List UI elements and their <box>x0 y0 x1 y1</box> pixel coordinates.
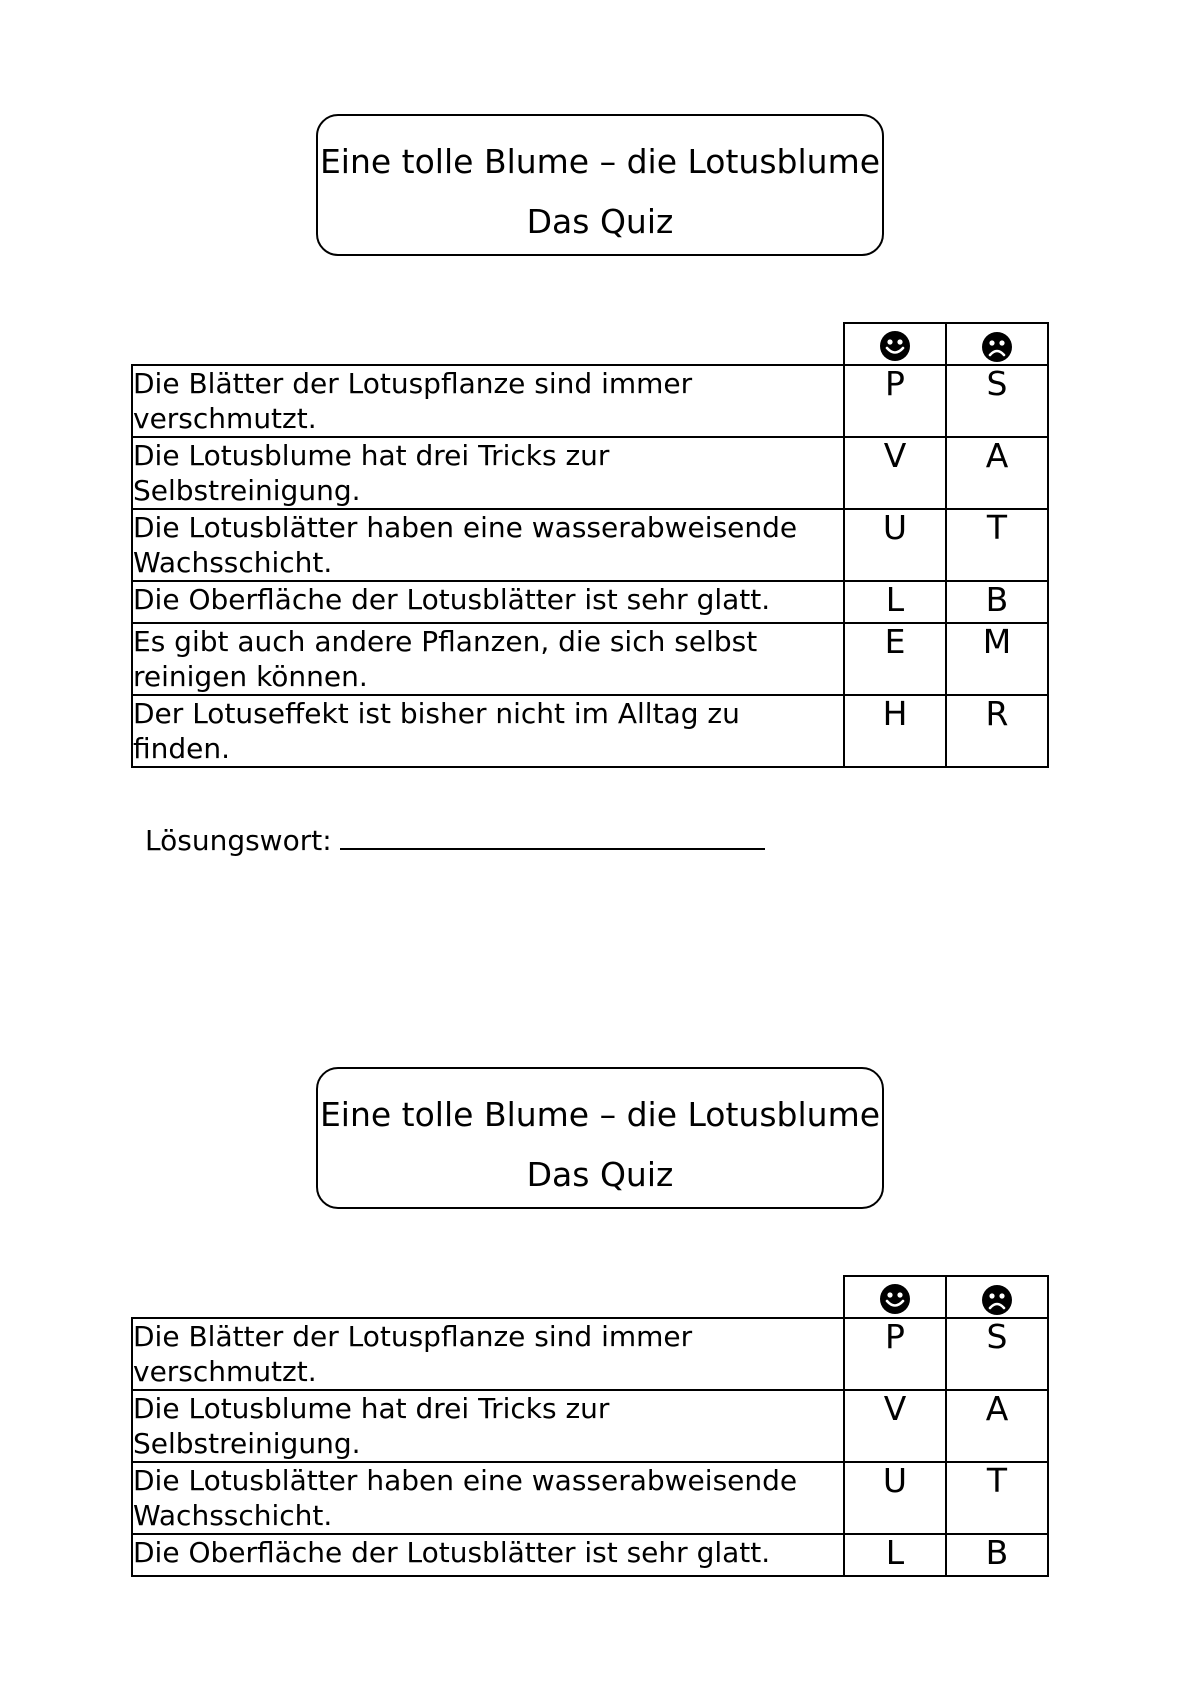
statement-cell: Die Blätter der Lotuspflanze sind immer verschmutzt. <box>132 365 844 437</box>
wrong-column-header <box>946 1276 1048 1318</box>
smiley-face-icon <box>879 330 911 362</box>
page-title: Eine tolle Blume – die Lotusblume <box>319 142 881 181</box>
table-row <box>132 1534 1048 1576</box>
table-row <box>132 1390 1048 1462</box>
table-row <box>132 623 1048 695</box>
page-subtitle: Das Quiz <box>526 1155 674 1194</box>
table-row <box>132 509 1048 581</box>
table-row <box>132 365 1048 437</box>
false-letter-cell: S <box>946 365 1048 437</box>
table-row <box>132 1318 1048 1390</box>
correct-column-header <box>844 323 946 365</box>
true-letter-cell: H <box>844 695 946 767</box>
false-letter-cell: M <box>946 623 1048 695</box>
false-letter-cell: B <box>946 1534 1048 1576</box>
true-letter-cell: L <box>844 1534 946 1576</box>
wrong-column-header <box>946 323 1048 365</box>
false-letter-cell: T <box>946 1462 1048 1534</box>
statement-cell: Die Blätter der Lotuspflanze sind immer verschmutzt. <box>132 1318 844 1390</box>
statement-cell: Die Oberfläche der Lotusblätter ist sehr glatt. <box>132 581 844 623</box>
correct-column-header <box>844 1276 946 1318</box>
page-title: Eine tolle Blume – die Lotusblume <box>319 1095 881 1134</box>
true-letter-cell: P <box>844 365 946 437</box>
false-letter-cell: A <box>946 437 1048 509</box>
true-letter-cell: U <box>844 509 946 581</box>
smiley-face-icon <box>879 1283 911 1315</box>
statement-cell: Der Lotuseffekt ist bisher nicht im Alltag zu finden. <box>132 695 844 767</box>
table-row <box>132 695 1048 767</box>
true-letter-cell: U <box>844 1462 946 1534</box>
true-letter-cell: V <box>844 1390 946 1462</box>
quiz-header-row <box>132 1276 1048 1318</box>
false-letter-cell: R <box>946 695 1048 767</box>
true-letter-cell: L <box>844 581 946 623</box>
false-letter-cell: A <box>946 1390 1048 1462</box>
table-row <box>132 581 1048 623</box>
quiz-table <box>131 322 1049 768</box>
false-letter-cell: T <box>946 509 1048 581</box>
statement-cell: Die Oberfläche der Lotusblätter ist sehr glatt. <box>132 1534 844 1576</box>
table-row <box>132 437 1048 509</box>
page-subtitle: Das Quiz <box>526 202 674 241</box>
true-letter-cell: V <box>844 437 946 509</box>
solution-answer-line[interactable] <box>340 820 765 850</box>
table-row <box>132 1462 1048 1534</box>
statement-cell: Die Lotusblume hat drei Tricks zur Selbstreinigung. <box>132 437 844 509</box>
solution-label: Lösungswort: <box>145 824 332 857</box>
quiz-table <box>131 1275 1049 1577</box>
false-letter-cell: B <box>946 581 1048 623</box>
true-letter-cell: E <box>844 623 946 695</box>
statement-cell: Die Lotusblätter haben eine wasserabweisende Wachsschicht. <box>132 1462 844 1534</box>
quiz-header-row <box>132 323 1048 365</box>
false-letter-cell: S <box>946 1318 1048 1390</box>
statement-cell: Die Lotusblätter haben eine wasserabweisende Wachsschicht. <box>132 509 844 581</box>
statement-cell: Die Lotusblume hat drei Tricks zur Selbstreinigung. <box>132 1390 844 1462</box>
true-letter-cell: P <box>844 1318 946 1390</box>
solution-word-field <box>145 820 765 859</box>
frowning-face-icon <box>981 1284 1013 1316</box>
statement-cell: Es gibt auch andere Pflanzen, die sich selbst reinigen können. <box>132 623 844 695</box>
frowning-face-icon <box>981 331 1013 363</box>
